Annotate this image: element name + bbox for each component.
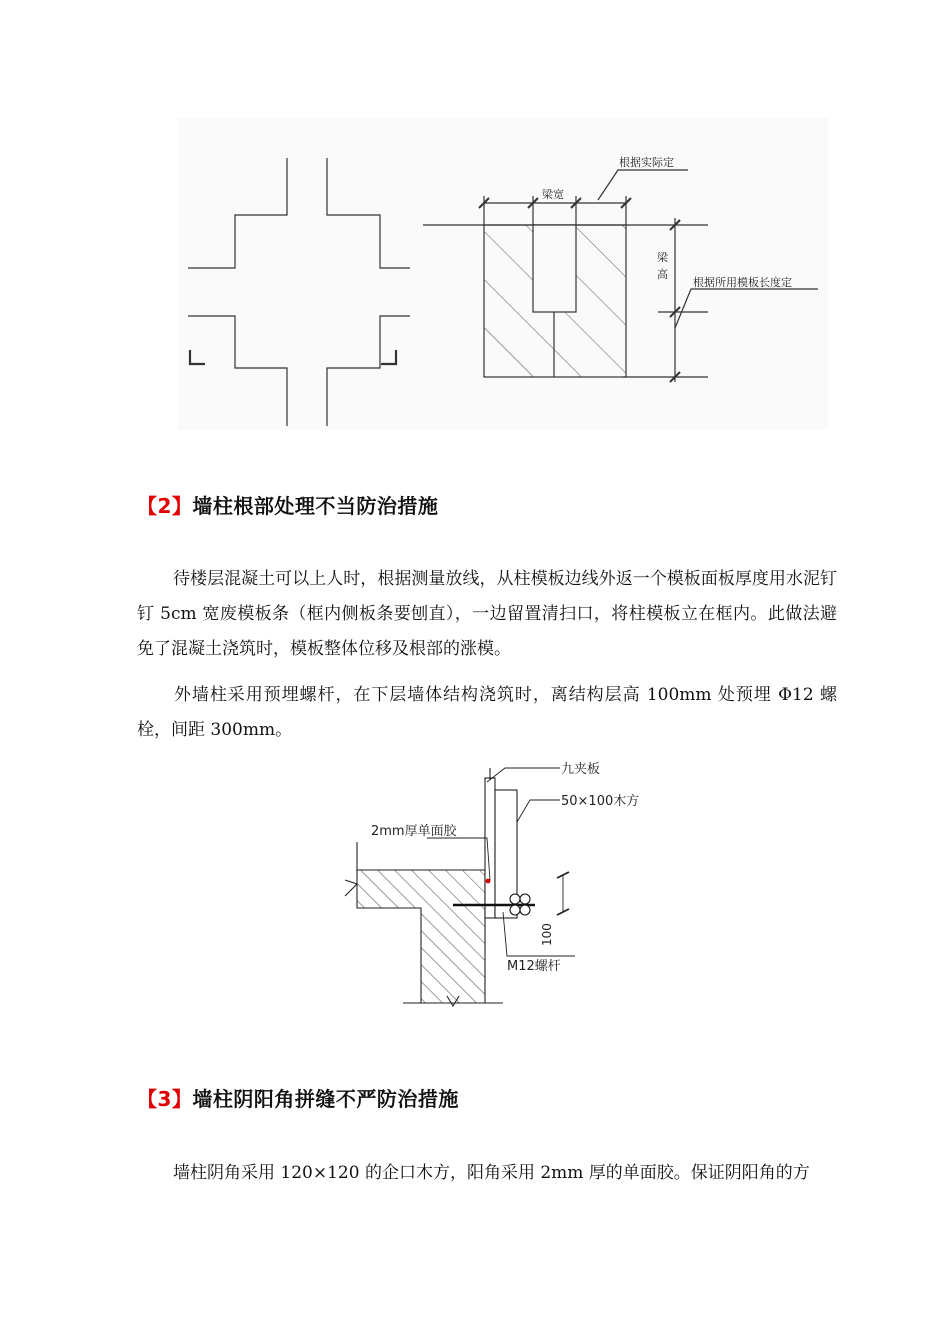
section-3-bracket-close: 】 bbox=[171, 1087, 193, 1111]
label-dim: 100 bbox=[540, 923, 554, 946]
section-3-bracket-open: 【 bbox=[137, 1087, 158, 1111]
section-2-paragraph-1 bbox=[137, 562, 837, 667]
section-2-title: 墙柱根部处理不当防治措施 bbox=[192, 494, 439, 518]
label-tape: 2mm厚单面胶 bbox=[371, 824, 457, 839]
section-2-paragraph-2 bbox=[137, 678, 837, 748]
label-template-length: 根据所用模板长度定 bbox=[693, 276, 792, 289]
section-2-paragraph-2-text: 外墙柱采用预埋螺杆，在下层墙体结构浇筑时，离结构层高 100mm 处预埋 Φ12 螺栓，间距 300mm。 bbox=[137, 685, 837, 740]
section-2-bracket-close: 】 bbox=[171, 494, 193, 518]
section-2-heading bbox=[137, 490, 438, 519]
label-timber: 50×100木方 bbox=[561, 794, 640, 809]
section-3-title: 墙柱阴阳角拼缝不严防治措施 bbox=[192, 1087, 459, 1111]
section-3-number: 3 bbox=[157, 1087, 172, 1111]
label-bolt: M12螺杆 bbox=[507, 959, 561, 974]
concrete-slab-wall bbox=[345, 842, 503, 1006]
section-2-bracket-open: 【 bbox=[137, 494, 158, 518]
label-actual: 根据实际定 bbox=[619, 156, 674, 169]
section-2-paragraph-1-text: 待楼层混凝土可以上人时，根据测量放线，从柱模板边线外返一个模板面板厚度用水泥钉钉 5cm 宽废模板条（框内侧板条要刨直），一边留置清扫口，将柱模板立在框内。此做法避免了混凝土浇筑时，模板整体位移及根部的涨模。 bbox=[137, 569, 837, 659]
section-2-number: 2 bbox=[157, 494, 172, 518]
section-3-paragraph-1-text: 墙柱阴角采用 120×120 的企口木方，阳角采用 2mm 厚的单面胶。保证阴阳角的方 bbox=[173, 1163, 810, 1183]
wall-root-detail-diagram bbox=[335, 760, 675, 1010]
label-beam-height-2: 高 bbox=[657, 268, 668, 281]
label-beam-width: 梁宽 bbox=[542, 188, 564, 201]
beam-column-diagram bbox=[178, 118, 828, 430]
section-3-heading bbox=[137, 1083, 459, 1112]
label-plywood: 九夹板 bbox=[561, 762, 601, 777]
label-beam-height-1: 梁 bbox=[657, 251, 668, 264]
section-3-paragraph-1 bbox=[137, 1156, 837, 1191]
